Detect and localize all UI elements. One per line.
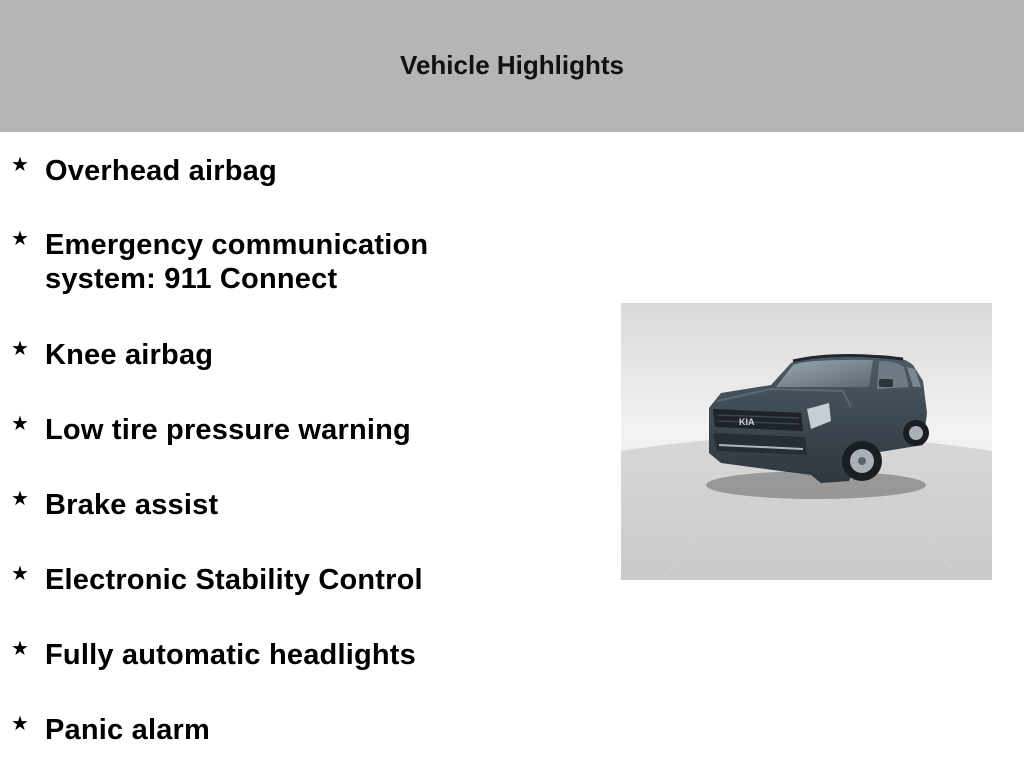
highlights-list — [0, 132, 560, 768]
highlight-label: Panic alarm — [45, 714, 211, 746]
vehicle-image — [621, 303, 992, 580]
page-title: Vehicle Highlights — [400, 49, 624, 80]
highlight-label: Electronic Stability Control — [45, 564, 423, 596]
star-icon: ★ — [11, 563, 29, 585]
highlight-label: Fully automatic headlights — [45, 639, 416, 671]
highlight-label: Brake assist — [45, 489, 219, 521]
brand-logo: KIA — [739, 417, 755, 427]
star-icon: ★ — [11, 713, 29, 735]
star-icon: ★ — [11, 638, 29, 660]
highlight-label: Knee airbag — [45, 339, 214, 371]
star-icon: ★ — [11, 413, 29, 435]
highlight-label: Emergency communication system: 911 Connect — [45, 229, 429, 295]
highlight-label: Low tire pressure warning — [45, 414, 411, 446]
star-icon: ★ — [11, 338, 29, 360]
highlight-label: Overhead airbag — [45, 155, 277, 187]
vehicle-photo — [621, 303, 992, 580]
star-icon: ★ — [11, 154, 29, 176]
star-icon: ★ — [11, 488, 29, 510]
star-icon: ★ — [11, 228, 29, 250]
header-bar — [0, 0, 1024, 132]
